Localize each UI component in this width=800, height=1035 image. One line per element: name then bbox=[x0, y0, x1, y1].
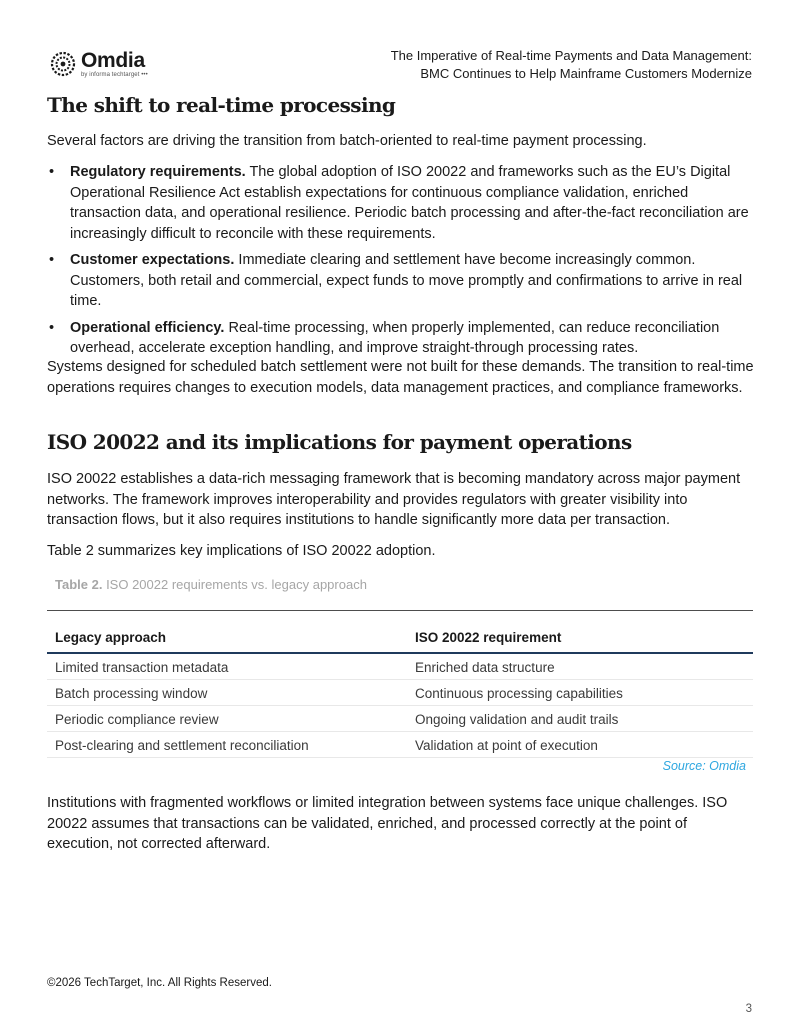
table-cell: Batch processing window bbox=[47, 680, 407, 706]
section2-closing: Institutions with fragmented workflows or limited integration between systems face unique challenges. ISO 20022 assumes that transactions can be validated, enriched, and processed correctly at the point of execution, not corrected afterward. bbox=[47, 795, 728, 852]
logo-tagline: by informa techtarget ••• bbox=[81, 72, 148, 78]
comparison-table bbox=[47, 624, 753, 758]
bullet-text: Real-time processing, when properly implemented, can reduce reconciliation overhead, accelerate exception handling, and improve straight-through processing rates. bbox=[70, 319, 720, 356]
omdia-logo bbox=[50, 50, 148, 78]
table-row bbox=[47, 680, 753, 706]
table-row bbox=[47, 653, 753, 680]
report-title bbox=[391, 47, 752, 83]
table-row bbox=[47, 732, 753, 758]
section2-para-2: Table 2 summarizes key implications of ISO 20022 adoption. bbox=[47, 543, 436, 559]
bullet-icon: • bbox=[49, 252, 55, 268]
list-item bbox=[47, 318, 759, 359]
bullet-icon: • bbox=[49, 164, 55, 180]
footer-copyright: ©2026 TechTarget, Inc. All Rights Reserved. bbox=[47, 977, 272, 989]
table-cell: Limited transaction metadata bbox=[47, 653, 407, 680]
table-top-rule bbox=[47, 610, 753, 611]
bullet-text: The global adoption of ISO 20022 and frameworks such as the EU’s Digital Operational Resilience Act establish expectations for continuous compliance validation, enriched transaction data, and operational resilience. Periodic batch processing and after-the-fact reconciliation are increasingly difficult to reconcile with these requirements. bbox=[70, 164, 749, 242]
bullet-title: Operational efficiency. bbox=[70, 319, 225, 336]
table-cell: Ongoing validation and audit trails bbox=[407, 706, 753, 732]
bullet-icon: • bbox=[49, 319, 55, 336]
table-caption-text: ISO 20022 requirements vs. legacy approach bbox=[102, 577, 367, 592]
section1-intro: Several factors are driving the transition from batch-oriented to real-time payment processing. bbox=[47, 133, 647, 149]
page-number: 3 bbox=[745, 1003, 752, 1015]
table-source: Source: Omdia bbox=[662, 759, 746, 773]
section-heading-realtime: The shift to real-time processing bbox=[47, 93, 396, 117]
section-heading-iso20022: ISO 20022 and its implications for payment operations bbox=[47, 430, 632, 454]
table-cell: Periodic compliance review bbox=[47, 706, 407, 732]
section2-para-1: ISO 20022 establishes a data-rich messaging framework that is becoming mandatory across major payment networks. The framework improves interoperability and provides regulators with greater visibility into transaction flows, but it also requires institutions to handle significantly more data per transaction. bbox=[47, 471, 741, 528]
table-header-row bbox=[47, 624, 753, 653]
report-title-line-2: BMC Continues to Help Mainframe Customers Modernize bbox=[420, 66, 752, 81]
table-cell: Enriched data structure bbox=[407, 653, 753, 680]
column-header-legacy: Legacy approach bbox=[47, 624, 407, 653]
table-caption bbox=[55, 577, 367, 592]
table-cell: Post-clearing and settlement reconciliation bbox=[47, 732, 407, 758]
list-item bbox=[47, 250, 759, 312]
table-cell: Continuous processing capabilities bbox=[407, 680, 753, 706]
section1-closing: Systems designed for scheduled batch settlement were not built for these demands. The transition to real-time operations requires changes to execution models, data management practices, and compliance frameworks. bbox=[47, 359, 754, 396]
table-row bbox=[47, 706, 753, 732]
drivers-list bbox=[47, 162, 759, 365]
bullet-title: Customer expectations. bbox=[70, 252, 235, 268]
logo-wordmark: Omdia bbox=[81, 49, 145, 72]
bullet-text: Immediate clearing and settlement have become increasingly common. Customers, both retail and commercial, expect funds to move promptly and confirmations to arrive in real time. bbox=[70, 252, 743, 309]
list-item bbox=[47, 162, 759, 244]
bullet-title: Regulatory requirements. bbox=[70, 164, 246, 180]
column-header-iso: ISO 20022 requirement bbox=[407, 624, 753, 653]
table-cell: Validation at point of execution bbox=[407, 732, 753, 758]
report-title-line-1: The Imperative of Real-time Payments and Data Management: bbox=[390, 48, 752, 63]
omdia-logo-icon bbox=[50, 51, 76, 77]
table-caption-label: Table 2. bbox=[55, 577, 103, 592]
page-header bbox=[48, 44, 752, 84]
